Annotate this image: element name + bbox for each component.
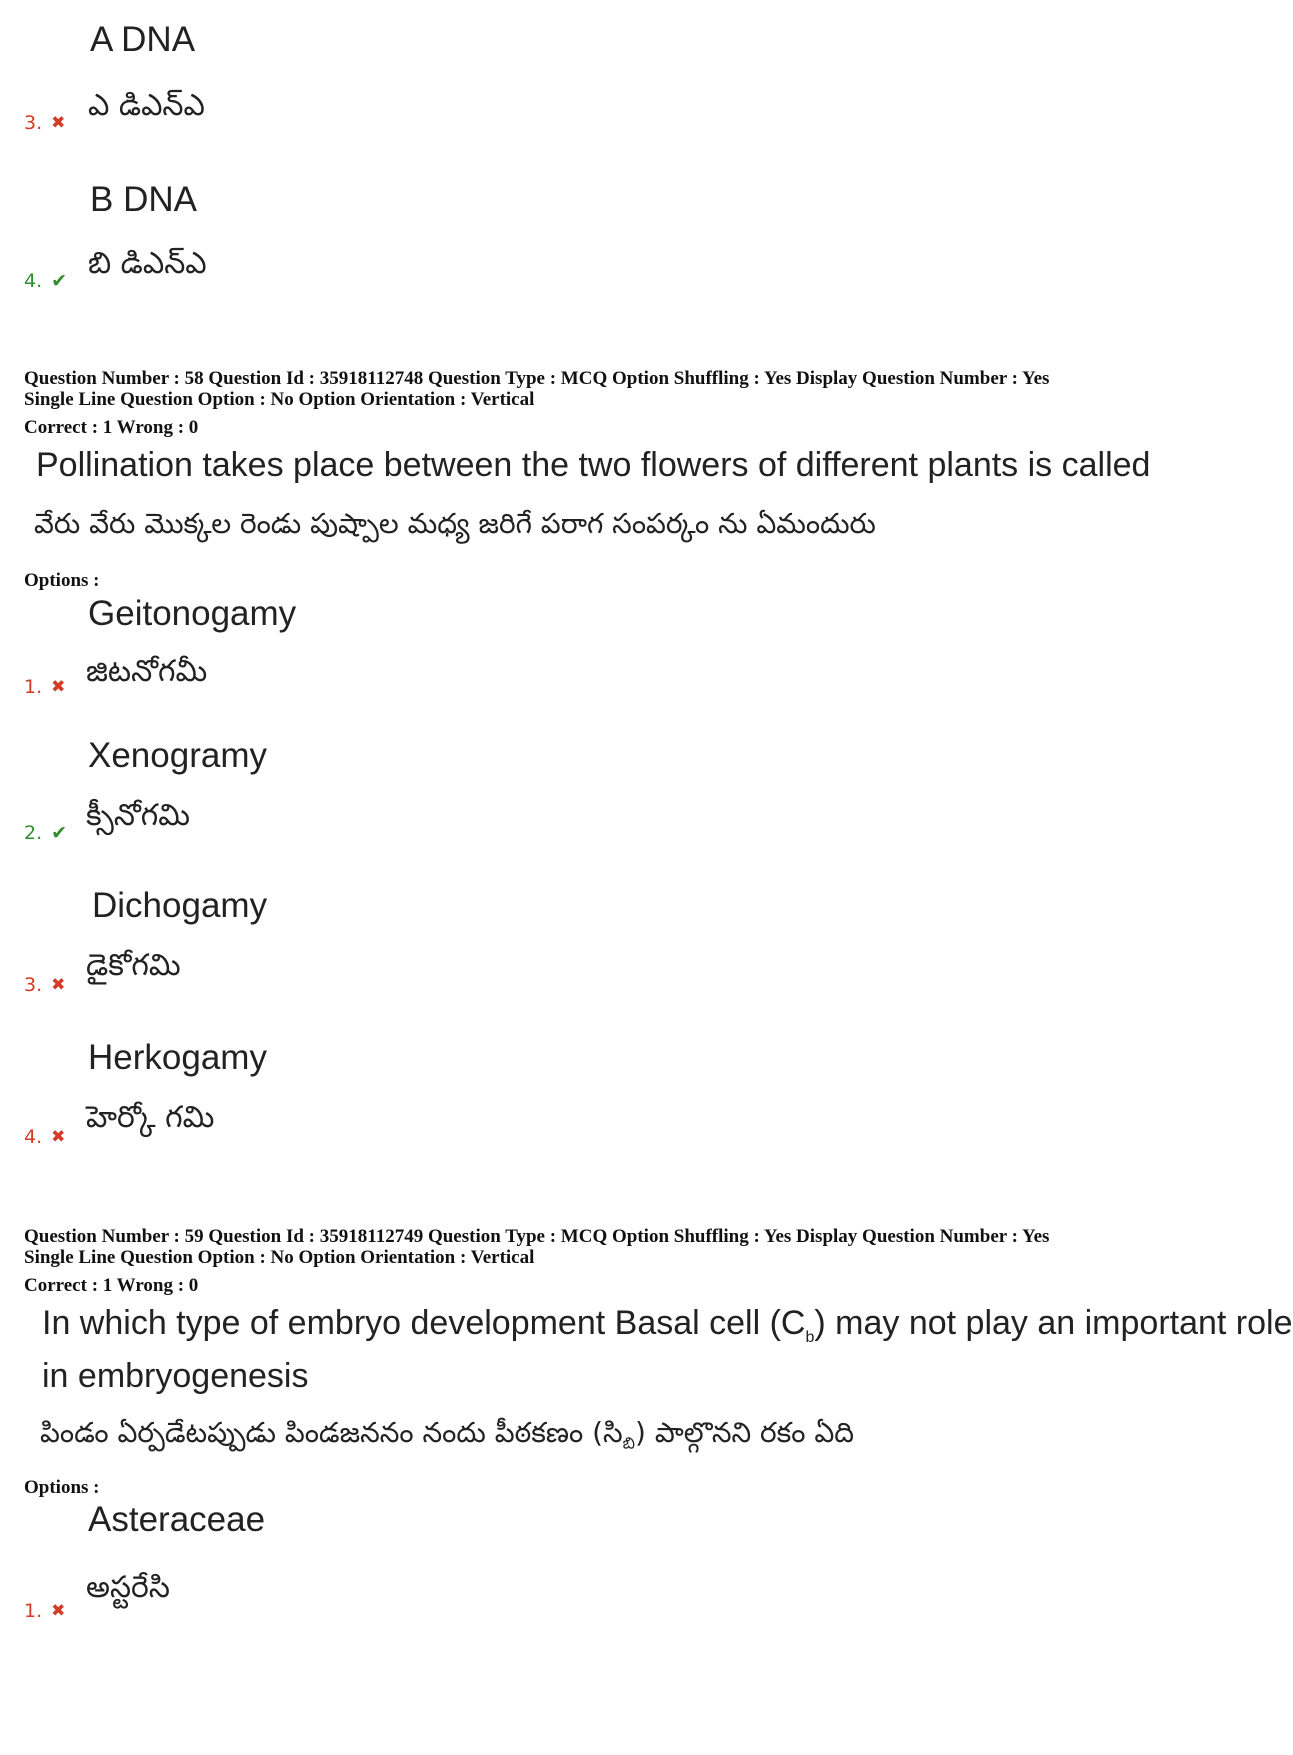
- option-text-en: Xenogramy: [88, 736, 267, 775]
- option-number: 1.: [24, 1600, 43, 1622]
- option-text-te: జిటనోగమీ: [86, 654, 208, 689]
- option-text-en: A DNA: [90, 20, 196, 59]
- option-text-en: Herkogamy: [88, 1038, 267, 1077]
- question-text-te-part-a: పిండం ఏర్పడేటప్పుడు పిండజననం నందు పీఠకణం (సి: [40, 1416, 623, 1449]
- option-text-te: ఎ డిఎన్ఎ: [88, 88, 205, 123]
- option-text-te: అస్టరేసి: [86, 1570, 170, 1605]
- question-score: Correct : 1 Wrong : 0: [24, 417, 199, 438]
- question-text-te: [40, 1416, 854, 1457]
- option-number: 3.: [24, 112, 43, 134]
- question-meta-line-1: Question Number : 59 Question Id : 35918112749 Question Type : MCQ Option Shuffling : Yes Display Question Number : Yes: [24, 1226, 1050, 1247]
- subscript-b: b: [805, 1328, 815, 1346]
- option-marker: [24, 974, 65, 996]
- option-marker: [24, 1126, 65, 1148]
- option-number: 2.: [24, 822, 43, 844]
- option-marker: [24, 112, 65, 134]
- option-number: 4.: [24, 1126, 43, 1148]
- question-text-te-part-b: ) పాల్గొనని రకం ఏది: [635, 1416, 855, 1449]
- option-text-te: క్సీనోగమి: [86, 798, 191, 833]
- option-text-en: Dichogamy: [92, 886, 268, 925]
- option-marker: [24, 676, 65, 698]
- option-number: 4.: [24, 270, 43, 292]
- option-marker: [24, 822, 67, 844]
- option-text-te: హెర్కో గమి: [86, 1100, 215, 1135]
- wrong-cross-icon: ✖: [51, 1601, 66, 1621]
- wrong-cross-icon: ✖: [51, 1127, 66, 1147]
- question-text-en-line-1: [42, 1304, 1293, 1347]
- question-meta-line-1: Question Number : 58 Question Id : 35918112748 Question Type : MCQ Option Shuffling : Yes Display Question Number : Yes: [24, 368, 1050, 389]
- correct-check-icon: ✔: [51, 270, 68, 292]
- option-text-en: Asteraceae: [88, 1500, 266, 1539]
- option-text-en: Geitonogamy: [88, 594, 297, 633]
- option-text-te: బి డిఎన్ఎ: [88, 246, 207, 281]
- option-number: 1.: [24, 676, 43, 698]
- options-label: Options :: [24, 570, 100, 591]
- question-text-en: Pollination takes place between the two flowers of different plants is called: [36, 446, 1151, 484]
- option-marker: [24, 270, 67, 292]
- correct-check-icon: ✔: [51, 822, 68, 844]
- question-meta-line-2: Single Line Question Option : No Option Orientation : Vertical: [24, 1247, 535, 1268]
- question-text-te: వేరు వేరు మొక్కల రెండు పుష్పాల మధ్య జరిగే పరాగ సంపర్కం ను ఏమందురు: [34, 507, 876, 540]
- subscript-te: బి: [622, 1433, 636, 1453]
- options-label: Options :: [24, 1477, 100, 1498]
- wrong-cross-icon: ✖: [51, 677, 66, 697]
- wrong-cross-icon: ✖: [51, 113, 66, 133]
- question-meta-line-2: Single Line Question Option : No Option Orientation : Vertical: [24, 389, 535, 410]
- question-text-en-line-2: in embryogenesis: [42, 1357, 309, 1395]
- question-text-en-part-a: In which type of embryo development Basal cell (C: [42, 1304, 806, 1342]
- option-text-te: డైకోగమి: [86, 948, 181, 983]
- wrong-cross-icon: ✖: [51, 975, 66, 995]
- option-text-en: B DNA: [90, 180, 197, 219]
- option-marker: [24, 1600, 65, 1622]
- option-number: 3.: [24, 974, 43, 996]
- question-text-en-part-b: ) may not play an important role: [814, 1304, 1293, 1342]
- question-score: Correct : 1 Wrong : 0: [24, 1275, 199, 1296]
